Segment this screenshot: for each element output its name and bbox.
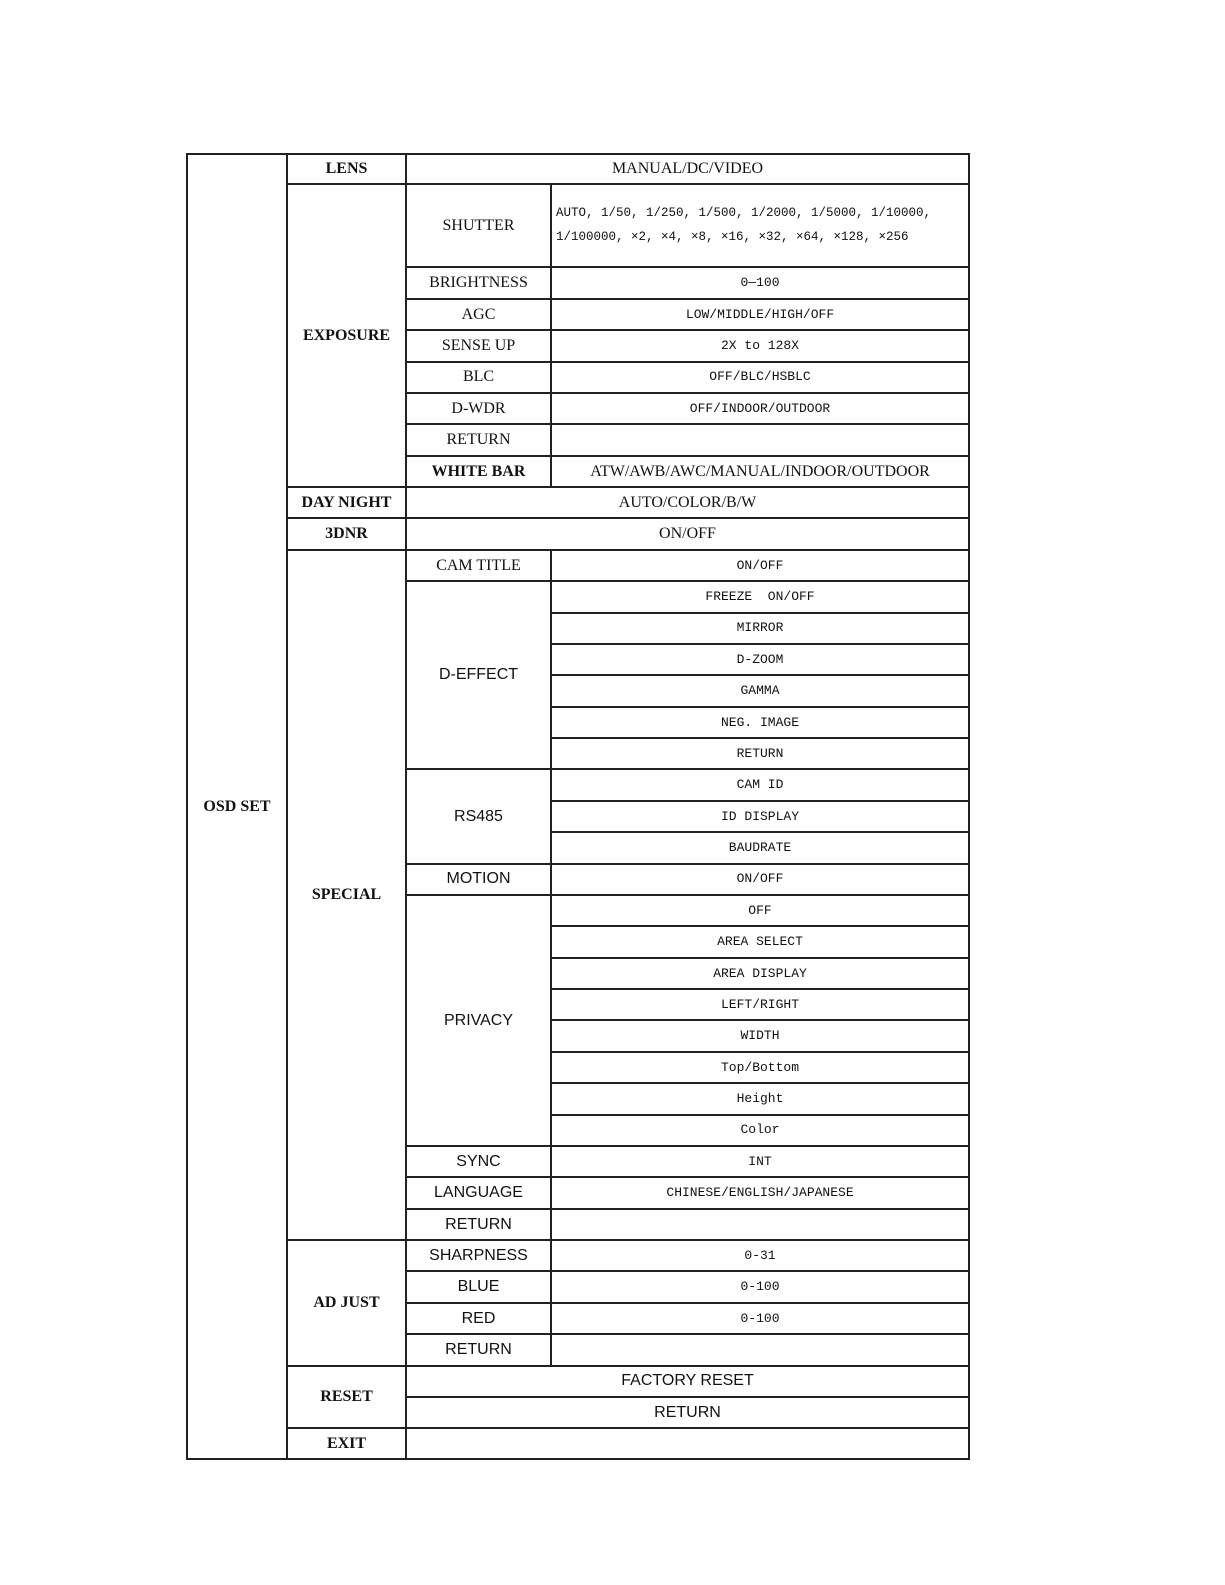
d-effect-option: FREEZE ON/OFF xyxy=(551,581,969,612)
menu-day-night: DAY NIGHT xyxy=(287,487,406,518)
d-wdr-value: OFF/INDOOR/OUTDOOR xyxy=(551,393,969,424)
privacy-option: OFF xyxy=(551,895,969,926)
special-return-value-empty xyxy=(551,1209,969,1240)
rs485-option: CAM ID xyxy=(551,769,969,800)
submenu-red: RED xyxy=(406,1303,551,1334)
privacy-option: WIDTH xyxy=(551,1020,969,1051)
red-value: 0-100 xyxy=(551,1303,969,1334)
agc-value: LOW/MIDDLE/HIGH/OFF xyxy=(551,299,969,330)
exposure-return: RETURN xyxy=(406,424,551,455)
submenu-agc: AGC xyxy=(406,299,551,330)
special-return: RETURN xyxy=(406,1209,551,1240)
privacy-option: AREA DISPLAY xyxy=(551,958,969,989)
submenu-blc: BLC xyxy=(406,362,551,393)
menu-3dnr: 3DNR xyxy=(287,518,406,549)
submenu-privacy: PRIVACY xyxy=(406,895,551,1146)
privacy-option: Color xyxy=(551,1115,969,1146)
day-night-value: AUTO/COLOR/B/W xyxy=(406,487,969,518)
white-bar-value: ATW/AWB/AWC/MANUAL/INDOOR/OUTDOOR xyxy=(551,456,969,487)
submenu-sense-up: SENSE UP xyxy=(406,330,551,361)
submenu-motion: MOTION xyxy=(406,864,551,895)
submenu-cam-title: CAM TITLE xyxy=(406,550,551,581)
adjust-return-value-empty xyxy=(551,1334,969,1365)
osd-menu-tree-table xyxy=(186,153,970,1460)
submenu-rs485: RS485 xyxy=(406,769,551,863)
d-effect-option: D-ZOOM xyxy=(551,644,969,675)
menu-exposure: EXPOSURE xyxy=(287,184,406,487)
menu-lens: LENS xyxy=(287,154,406,184)
sharpness-value: 0-31 xyxy=(551,1240,969,1271)
submenu-shutter: SHUTTER xyxy=(406,184,551,267)
exit-value-empty xyxy=(406,1428,969,1459)
submenu-language: LANGUAGE xyxy=(406,1177,551,1208)
d-effect-option: GAMMA xyxy=(551,675,969,706)
sense-up-value: 2X to 128X xyxy=(551,330,969,361)
osd-set-root: OSD SET xyxy=(187,154,287,1459)
factory-reset: FACTORY RESET xyxy=(406,1366,969,1397)
sync-value: INT xyxy=(551,1146,969,1177)
submenu-sharpness: SHARPNESS xyxy=(406,1240,551,1271)
d-effect-option: RETURN xyxy=(551,738,969,769)
language-value: CHINESE/ENGLISH/JAPANESE xyxy=(551,1177,969,1208)
privacy-option: Top/Bottom xyxy=(551,1052,969,1083)
menu-special: SPECIAL xyxy=(287,550,406,1240)
d-effect-option: MIRROR xyxy=(551,613,969,644)
submenu-brightness: BRIGHTNESS xyxy=(406,267,551,298)
privacy-option: LEFT/RIGHT xyxy=(551,989,969,1020)
reset-return: RETURN xyxy=(406,1397,969,1428)
cam-title-value: ON/OFF xyxy=(551,550,969,581)
privacy-option: Height xyxy=(551,1083,969,1114)
menu-exit: EXIT xyxy=(287,1428,406,1459)
exposure-return-value-empty xyxy=(551,424,969,455)
shutter-value-line-2: 1/100000, ×2, ×4, ×8, ×16, ×32, ×64, ×128, ×256 xyxy=(556,229,909,244)
rs485-option: ID DISPLAY xyxy=(551,801,969,832)
menu-adjust: AD JUST xyxy=(287,1240,406,1366)
motion-value: ON/OFF xyxy=(551,864,969,895)
blue-value: 0-100 xyxy=(551,1271,969,1302)
submenu-d-wdr: D-WDR xyxy=(406,393,551,424)
3dnr-value: ON/OFF xyxy=(406,518,969,549)
menu-white-bar: WHITE BAR xyxy=(406,456,551,487)
brightness-value: 0—100 xyxy=(551,267,969,298)
submenu-sync: SYNC xyxy=(406,1146,551,1177)
shutter-value-line-1: AUTO, 1/50, 1/250, 1/500, 1/2000, 1/5000, 1/10000, xyxy=(556,206,932,221)
d-effect-option: NEG. IMAGE xyxy=(551,707,969,738)
rs485-option: BAUDRATE xyxy=(551,832,969,863)
submenu-d-effect: D-EFFECT xyxy=(406,581,551,769)
menu-reset: RESET xyxy=(287,1366,406,1429)
blc-value: OFF/BLC/HSBLC xyxy=(551,362,969,393)
privacy-option: AREA SELECT xyxy=(551,926,969,957)
submenu-blue: BLUE xyxy=(406,1271,551,1302)
shutter-value xyxy=(551,184,969,267)
lens-value: MANUAL/DC/VIDEO xyxy=(406,154,969,184)
adjust-return: RETURN xyxy=(406,1334,551,1365)
